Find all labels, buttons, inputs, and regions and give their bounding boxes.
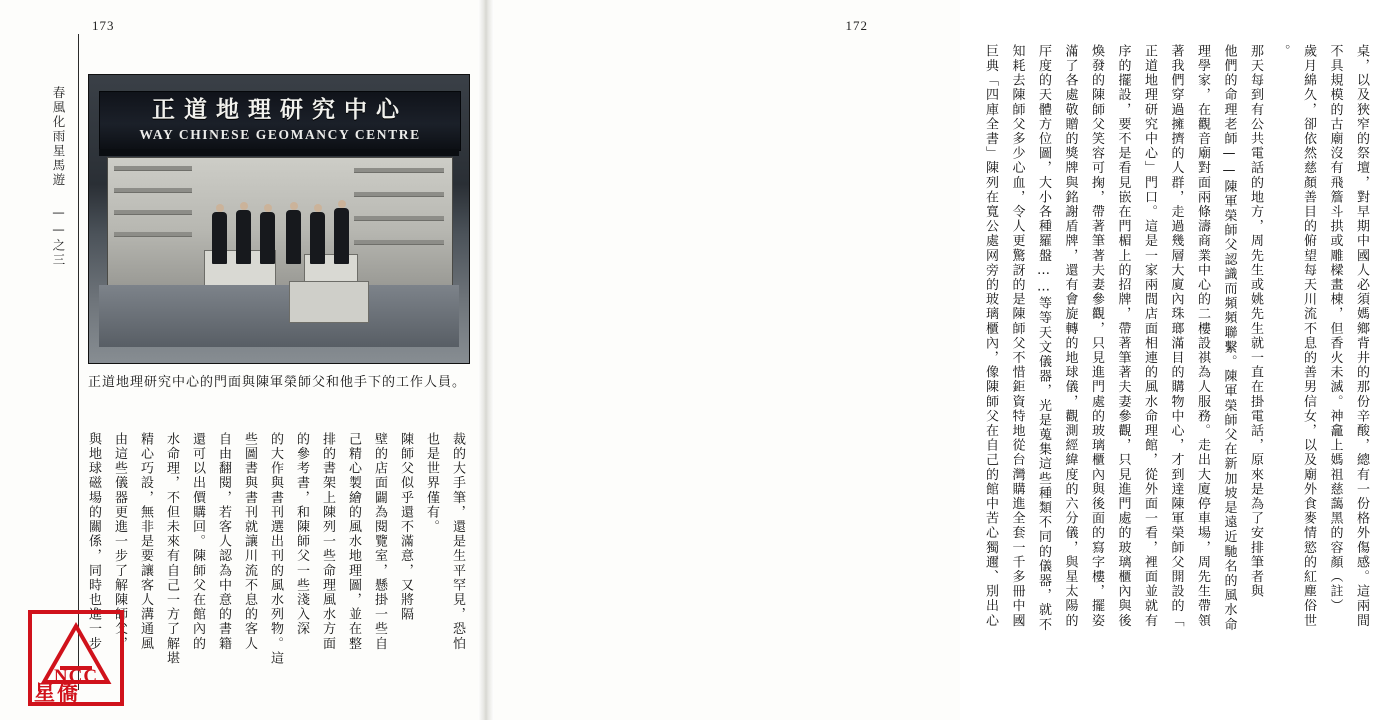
text-column: 那天每到有公共電話的地方，周先生或姚先生就一直在掛電話，原來是為了安排筆者與 (1248, 44, 1263, 599)
right-page-body-text (983, 44, 1374, 692)
staff-person (286, 210, 301, 264)
ncc-watermark-stamp (28, 610, 124, 706)
text-column: 序的擺設，要不是看見嵌在門楣上的招牌，帶著筆著夫妻參觀，只見進門處的玻璃櫃內與後 (1115, 44, 1131, 628)
staff-person (334, 208, 349, 264)
text-column: 巨典「四庫全書」陳列在寬公處网旁的玻璃櫃內，像陳師父在自己的館中苦心獨邇、別出心 (983, 44, 998, 628)
photo-caption: 正道地理研究中心的門面與陳軍榮師父和他手下的工作人員。 (88, 375, 467, 390)
front-table (289, 281, 369, 323)
left-page-body-text (82, 432, 470, 684)
shelf (354, 240, 444, 244)
shelf (114, 166, 192, 170)
signboard-chinese-text: 正道地理研究中心 (152, 97, 408, 123)
text-column: 壁的店面闢為閱覽室，懸掛一些自 (372, 432, 387, 651)
shelf (114, 188, 192, 192)
text-column: 不具規模的古廟沒有飛簷斗拱或雕樑畫棟，但香火未滅。神龕上媽祖慈藹黑的容顏（註） (1327, 44, 1343, 614)
text-column: 厈度的天體方位圖，大小各種羅盤……等等天文儀器，光是蒐集這些種類不同的儀器，就不 (1036, 44, 1051, 632)
page-number-right: 172 (845, 18, 868, 33)
left-page-inner-rule (78, 34, 79, 690)
text-column: 裁的大手筆，還是生平罕見，恐怕 (450, 432, 465, 651)
text-column: 的參考書，和陳師父一些淺入深 (294, 432, 309, 637)
text-column: 理學家，在觀音廟對面兩條濤商業中心的二樓設祺為人服務。走出大廈停車場，周先生帶領 (1195, 44, 1210, 628)
text-column: 自由翻閱，若客人認為中意的書籍 (216, 432, 231, 651)
text-column: 水命理，不但未來有自己一方了解堪 (164, 432, 179, 666)
text-column: 己精心製繪的風水地理圖，並在整 (346, 432, 361, 651)
text-column: 也是世界僅有。 (424, 432, 439, 535)
shelf (354, 216, 444, 220)
text-column: 著我們穿過擁擠的人群，走過幾層大廈內珠瑯滿目的購物中心，才到達陳軍榮師父開設的「 (1168, 44, 1184, 628)
shop-signboard (99, 91, 461, 151)
staff-person (236, 210, 251, 264)
text-column: 煥發的陳師父笑容可掬，帶著筆著夫妻參觀，只見進門處的玻璃櫃內與後面的寫字樓，擺姿 (1089, 44, 1104, 628)
shop-awning (99, 149, 459, 156)
staff-person (212, 212, 227, 264)
text-column: 歲月綿久，卻依然慈顏善目的俯望每天川流不息的善男信女，以及廟外食麥情慾的紅塵俗世 (1301, 44, 1316, 628)
running-head-series-title: 春風化雨星馬遊 ——之三 (51, 86, 66, 268)
text-column: 還可以出價購回。陳師父在館內的 (190, 432, 205, 651)
shelf (114, 210, 192, 214)
right-page (486, 0, 1369, 720)
text-column: 知耗去陳師父多少心血，令人更驚訝的是陳師父不惜鉅資特地從台灣購進全套一千多冊中國 (1009, 44, 1025, 628)
stamp-chinese-label: 星僑 (34, 681, 80, 705)
text-column: 與地球磁場的關係，同時也進一步 (86, 432, 101, 651)
text-column: 由這些儀器更進一步了解陳師父， (112, 432, 127, 651)
shop-floor (99, 285, 459, 347)
text-column: 些圖書與書刊就讓川流不息的客人 (242, 432, 257, 651)
stamp-latin-label: NCC (53, 666, 99, 687)
text-column: 滿了各處敬贈的獎牌與銘謝盾牌，還有會旋轉的地球儀，觀測經緯度的六分儀，與星太陽的 (1062, 44, 1078, 628)
shop-interior (107, 157, 453, 287)
text-column: 陳師父似乎還不滿意，又將隔 (398, 432, 413, 622)
staff-person (260, 212, 275, 264)
text-column: 的大作與書刊選出刊的風水列物。這 (268, 432, 283, 666)
text-column: 精心巧設，無非是要讓客人溝通風 (138, 432, 153, 651)
text-column: 桌，以及狹窄的祭壇，對早期中國人必須媽鄉背井的那份辛酸，總有一份格外傷感。這兩間 (1354, 44, 1369, 628)
text-column: 排的書架上陳列一些命理風水方面 (320, 432, 335, 651)
shelf (354, 192, 444, 196)
left-page (0, 0, 486, 720)
staff-person (310, 212, 325, 264)
text-column: 正道地理研究中心」門口。這是一家兩間店面相連的風水命理館，從外面一看，裡面並就有 (1142, 44, 1157, 628)
page-number-left: 173 (92, 18, 115, 33)
storefront-photograph (88, 74, 470, 364)
shelf (114, 232, 192, 236)
text-column: 。 (1274, 44, 1290, 59)
signboard-english-text: WAY CHINESE GEOMANCY CENTRE (139, 127, 421, 142)
text-column: 他們的命理老師——陳軍榮師父認識而頻頻聯繫。陳軍榮師父在新加坡是遠近馳名的風水命 (1221, 44, 1237, 632)
shelf (354, 168, 444, 172)
